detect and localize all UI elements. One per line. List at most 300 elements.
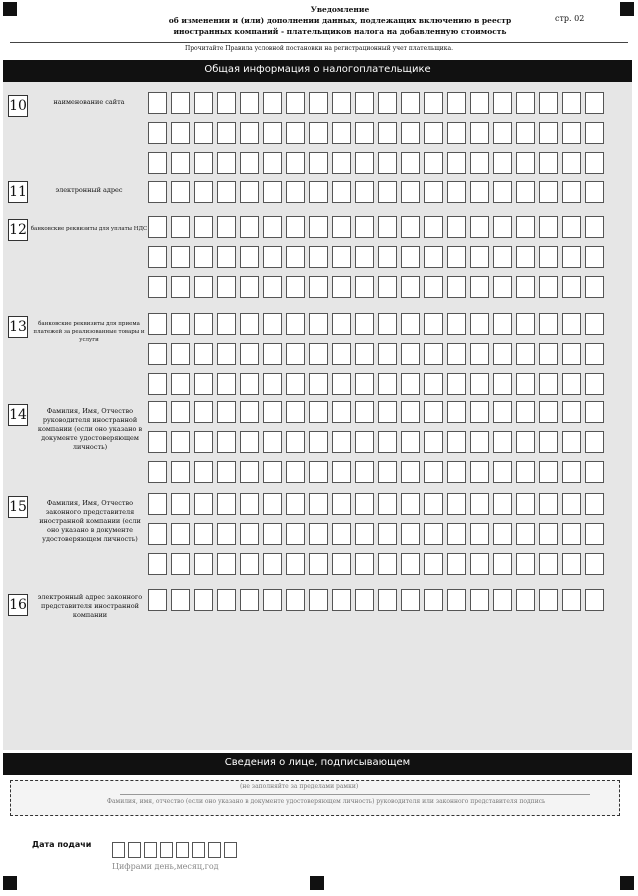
char-cell[interactable] xyxy=(240,431,259,453)
grid-director-name[interactable] xyxy=(148,401,604,483)
char-cell[interactable] xyxy=(286,313,305,335)
char-cell[interactable] xyxy=(516,431,535,453)
char-cell[interactable] xyxy=(424,276,443,298)
char-cell[interactable] xyxy=(516,216,535,238)
char-cell[interactable] xyxy=(148,343,167,365)
char-cell[interactable] xyxy=(148,276,167,298)
char-cell[interactable] xyxy=(401,493,420,515)
char-cell[interactable] xyxy=(470,313,489,335)
char-cell[interactable] xyxy=(493,343,512,365)
char-cell[interactable] xyxy=(263,553,282,575)
char-cell[interactable] xyxy=(286,92,305,114)
char-cell[interactable] xyxy=(263,523,282,545)
char-cell[interactable] xyxy=(286,276,305,298)
char-cell[interactable] xyxy=(194,461,213,483)
char-cell[interactable] xyxy=(539,373,558,395)
char-cell[interactable] xyxy=(539,313,558,335)
char-cell[interactable] xyxy=(355,461,374,483)
char-cell[interactable] xyxy=(332,122,351,144)
char-cell[interactable] xyxy=(585,461,604,483)
char-cell[interactable] xyxy=(539,152,558,174)
char-cell[interactable] xyxy=(148,373,167,395)
char-cell[interactable] xyxy=(447,216,466,238)
char-cell[interactable] xyxy=(447,493,466,515)
char-cell[interactable] xyxy=(309,181,328,203)
char-cell[interactable] xyxy=(493,122,512,144)
grid-representative-name[interactable] xyxy=(148,493,604,575)
char-cell[interactable] xyxy=(171,276,190,298)
char-cell[interactable] xyxy=(263,181,282,203)
char-cell[interactable] xyxy=(148,589,167,611)
char-cell[interactable] xyxy=(562,181,581,203)
char-cell[interactable] xyxy=(194,553,213,575)
char-cell[interactable] xyxy=(516,276,535,298)
char-cell[interactable] xyxy=(240,589,259,611)
char-cell[interactable] xyxy=(585,181,604,203)
char-cell[interactable] xyxy=(263,401,282,423)
char-cell[interactable] xyxy=(217,246,236,268)
char-cell[interactable] xyxy=(217,216,236,238)
char-cell[interactable] xyxy=(401,216,420,238)
date-digit-cell[interactable] xyxy=(224,842,237,858)
char-cell[interactable] xyxy=(309,152,328,174)
char-cell[interactable] xyxy=(493,152,512,174)
char-cell[interactable] xyxy=(516,343,535,365)
char-cell[interactable] xyxy=(240,246,259,268)
char-cell[interactable] xyxy=(424,373,443,395)
char-cell[interactable] xyxy=(263,216,282,238)
date-digit-cell[interactable] xyxy=(160,842,173,858)
char-cell[interactable] xyxy=(516,152,535,174)
char-cell[interactable] xyxy=(332,431,351,453)
char-cell[interactable] xyxy=(493,589,512,611)
char-cell[interactable] xyxy=(355,431,374,453)
char-cell[interactable] xyxy=(378,216,397,238)
char-cell[interactable] xyxy=(332,313,351,335)
char-cell[interactable] xyxy=(424,152,443,174)
char-cell[interactable] xyxy=(171,589,190,611)
char-cell[interactable] xyxy=(424,401,443,423)
char-cell[interactable] xyxy=(447,589,466,611)
char-cell[interactable] xyxy=(493,373,512,395)
char-cell[interactable] xyxy=(470,493,489,515)
char-cell[interactable] xyxy=(562,401,581,423)
char-cell[interactable] xyxy=(562,553,581,575)
char-cell[interactable] xyxy=(378,553,397,575)
char-cell[interactable] xyxy=(217,276,236,298)
char-cell[interactable] xyxy=(332,246,351,268)
char-cell[interactable] xyxy=(516,401,535,423)
char-cell[interactable] xyxy=(378,493,397,515)
char-cell[interactable] xyxy=(447,122,466,144)
char-cell[interactable] xyxy=(309,431,328,453)
char-cell[interactable] xyxy=(171,343,190,365)
char-cell[interactable] xyxy=(263,373,282,395)
char-cell[interactable] xyxy=(378,461,397,483)
char-cell[interactable] xyxy=(355,589,374,611)
char-cell[interactable] xyxy=(286,461,305,483)
char-cell[interactable] xyxy=(562,313,581,335)
char-cell[interactable] xyxy=(539,431,558,453)
char-cell[interactable] xyxy=(309,401,328,423)
char-cell[interactable] xyxy=(378,589,397,611)
char-cell[interactable] xyxy=(148,461,167,483)
char-cell[interactable] xyxy=(585,313,604,335)
char-cell[interactable] xyxy=(309,313,328,335)
char-cell[interactable] xyxy=(171,152,190,174)
char-cell[interactable] xyxy=(470,92,489,114)
char-cell[interactable] xyxy=(378,92,397,114)
char-cell[interactable] xyxy=(194,431,213,453)
char-cell[interactable] xyxy=(401,276,420,298)
char-cell[interactable] xyxy=(286,246,305,268)
char-cell[interactable] xyxy=(378,276,397,298)
grid-representative-email[interactable] xyxy=(148,589,604,611)
char-cell[interactable] xyxy=(332,401,351,423)
char-cell[interactable] xyxy=(286,122,305,144)
char-cell[interactable] xyxy=(171,553,190,575)
char-cell[interactable] xyxy=(263,343,282,365)
char-cell[interactable] xyxy=(309,589,328,611)
char-cell[interactable] xyxy=(562,461,581,483)
char-cell[interactable] xyxy=(332,152,351,174)
char-cell[interactable] xyxy=(378,401,397,423)
char-cell[interactable] xyxy=(516,493,535,515)
char-cell[interactable] xyxy=(240,216,259,238)
char-cell[interactable] xyxy=(493,401,512,423)
char-cell[interactable] xyxy=(194,92,213,114)
char-cell[interactable] xyxy=(424,313,443,335)
char-cell[interactable] xyxy=(194,152,213,174)
char-cell[interactable] xyxy=(562,431,581,453)
char-cell[interactable] xyxy=(585,276,604,298)
char-cell[interactable] xyxy=(424,122,443,144)
char-cell[interactable] xyxy=(539,523,558,545)
char-cell[interactable] xyxy=(171,373,190,395)
char-cell[interactable] xyxy=(470,343,489,365)
char-cell[interactable] xyxy=(378,523,397,545)
char-cell[interactable] xyxy=(562,122,581,144)
char-cell[interactable] xyxy=(286,523,305,545)
char-cell[interactable] xyxy=(171,122,190,144)
char-cell[interactable] xyxy=(470,431,489,453)
grid-vat-bank-details[interactable] xyxy=(148,216,604,298)
char-cell[interactable] xyxy=(217,461,236,483)
char-cell[interactable] xyxy=(447,276,466,298)
char-cell[interactable] xyxy=(516,122,535,144)
char-cell[interactable] xyxy=(585,152,604,174)
char-cell[interactable] xyxy=(355,122,374,144)
char-cell[interactable] xyxy=(447,92,466,114)
char-cell[interactable] xyxy=(355,523,374,545)
char-cell[interactable] xyxy=(332,181,351,203)
char-cell[interactable] xyxy=(493,92,512,114)
char-cell[interactable] xyxy=(539,216,558,238)
char-cell[interactable] xyxy=(263,431,282,453)
char-cell[interactable] xyxy=(240,373,259,395)
char-cell[interactable] xyxy=(424,181,443,203)
char-cell[interactable] xyxy=(194,313,213,335)
char-cell[interactable] xyxy=(309,493,328,515)
char-cell[interactable] xyxy=(539,553,558,575)
char-cell[interactable] xyxy=(401,523,420,545)
char-cell[interactable] xyxy=(286,401,305,423)
char-cell[interactable] xyxy=(240,181,259,203)
char-cell[interactable] xyxy=(309,553,328,575)
char-cell[interactable] xyxy=(217,431,236,453)
char-cell[interactable] xyxy=(447,553,466,575)
char-cell[interactable] xyxy=(217,373,236,395)
char-cell[interactable] xyxy=(585,493,604,515)
char-cell[interactable] xyxy=(378,246,397,268)
char-cell[interactable] xyxy=(562,92,581,114)
char-cell[interactable] xyxy=(194,246,213,268)
char-cell[interactable] xyxy=(194,589,213,611)
char-cell[interactable] xyxy=(401,122,420,144)
char-cell[interactable] xyxy=(217,122,236,144)
char-cell[interactable] xyxy=(493,493,512,515)
char-cell[interactable] xyxy=(447,246,466,268)
char-cell[interactable] xyxy=(355,553,374,575)
char-cell[interactable] xyxy=(309,343,328,365)
char-cell[interactable] xyxy=(401,246,420,268)
char-cell[interactable] xyxy=(516,523,535,545)
char-cell[interactable] xyxy=(332,493,351,515)
char-cell[interactable] xyxy=(516,461,535,483)
char-cell[interactable] xyxy=(470,373,489,395)
date-digit-cell[interactable] xyxy=(128,842,141,858)
char-cell[interactable] xyxy=(493,523,512,545)
char-cell[interactable] xyxy=(240,553,259,575)
char-cell[interactable] xyxy=(263,313,282,335)
char-cell[interactable] xyxy=(309,122,328,144)
char-cell[interactable] xyxy=(401,401,420,423)
char-cell[interactable] xyxy=(447,152,466,174)
char-cell[interactable] xyxy=(263,122,282,144)
char-cell[interactable] xyxy=(378,431,397,453)
char-cell[interactable] xyxy=(447,343,466,365)
char-cell[interactable] xyxy=(355,343,374,365)
char-cell[interactable] xyxy=(286,373,305,395)
char-cell[interactable] xyxy=(470,122,489,144)
char-cell[interactable] xyxy=(493,181,512,203)
char-cell[interactable] xyxy=(585,589,604,611)
char-cell[interactable] xyxy=(332,343,351,365)
char-cell[interactable] xyxy=(470,246,489,268)
char-cell[interactable] xyxy=(585,246,604,268)
char-cell[interactable] xyxy=(148,401,167,423)
char-cell[interactable] xyxy=(585,523,604,545)
char-cell[interactable] xyxy=(286,152,305,174)
char-cell[interactable] xyxy=(424,589,443,611)
char-cell[interactable] xyxy=(562,523,581,545)
char-cell[interactable] xyxy=(424,493,443,515)
char-cell[interactable] xyxy=(309,461,328,483)
char-cell[interactable] xyxy=(217,181,236,203)
char-cell[interactable] xyxy=(562,493,581,515)
date-digit-cell[interactable] xyxy=(208,842,221,858)
char-cell[interactable] xyxy=(148,122,167,144)
submission-date-cells[interactable] xyxy=(112,842,237,858)
char-cell[interactable] xyxy=(240,152,259,174)
char-cell[interactable] xyxy=(539,246,558,268)
char-cell[interactable] xyxy=(401,343,420,365)
char-cell[interactable] xyxy=(378,313,397,335)
char-cell[interactable] xyxy=(171,431,190,453)
char-cell[interactable] xyxy=(401,461,420,483)
char-cell[interactable] xyxy=(217,152,236,174)
char-cell[interactable] xyxy=(424,523,443,545)
char-cell[interactable] xyxy=(562,589,581,611)
char-cell[interactable] xyxy=(263,493,282,515)
char-cell[interactable] xyxy=(470,401,489,423)
char-cell[interactable] xyxy=(562,343,581,365)
char-cell[interactable] xyxy=(470,276,489,298)
char-cell[interactable] xyxy=(194,276,213,298)
char-cell[interactable] xyxy=(539,343,558,365)
char-cell[interactable] xyxy=(355,152,374,174)
char-cell[interactable] xyxy=(585,373,604,395)
char-cell[interactable] xyxy=(585,401,604,423)
char-cell[interactable] xyxy=(286,343,305,365)
char-cell[interactable] xyxy=(309,276,328,298)
char-cell[interactable] xyxy=(171,216,190,238)
char-cell[interactable] xyxy=(447,181,466,203)
char-cell[interactable] xyxy=(424,431,443,453)
char-cell[interactable] xyxy=(240,523,259,545)
char-cell[interactable] xyxy=(516,553,535,575)
char-cell[interactable] xyxy=(171,523,190,545)
char-cell[interactable] xyxy=(332,92,351,114)
char-cell[interactable] xyxy=(263,92,282,114)
char-cell[interactable] xyxy=(263,152,282,174)
char-cell[interactable] xyxy=(585,216,604,238)
char-cell[interactable] xyxy=(332,216,351,238)
char-cell[interactable] xyxy=(378,373,397,395)
char-cell[interactable] xyxy=(447,401,466,423)
char-cell[interactable] xyxy=(378,122,397,144)
char-cell[interactable] xyxy=(539,493,558,515)
char-cell[interactable] xyxy=(171,246,190,268)
char-cell[interactable] xyxy=(378,181,397,203)
char-cell[interactable] xyxy=(263,461,282,483)
char-cell[interactable] xyxy=(355,276,374,298)
grid-payment-bank-details[interactable] xyxy=(148,313,604,395)
char-cell[interactable] xyxy=(194,122,213,144)
char-cell[interactable] xyxy=(148,216,167,238)
char-cell[interactable] xyxy=(585,122,604,144)
char-cell[interactable] xyxy=(194,343,213,365)
char-cell[interactable] xyxy=(562,152,581,174)
char-cell[interactable] xyxy=(309,92,328,114)
char-cell[interactable] xyxy=(493,276,512,298)
char-cell[interactable] xyxy=(401,373,420,395)
char-cell[interactable] xyxy=(171,401,190,423)
char-cell[interactable] xyxy=(263,246,282,268)
char-cell[interactable] xyxy=(217,553,236,575)
grid-site-name[interactable] xyxy=(148,92,604,174)
char-cell[interactable] xyxy=(148,92,167,114)
char-cell[interactable] xyxy=(585,343,604,365)
char-cell[interactable] xyxy=(355,181,374,203)
char-cell[interactable] xyxy=(493,461,512,483)
char-cell[interactable] xyxy=(355,373,374,395)
char-cell[interactable] xyxy=(355,246,374,268)
char-cell[interactable] xyxy=(470,523,489,545)
char-cell[interactable] xyxy=(332,553,351,575)
char-cell[interactable] xyxy=(240,343,259,365)
char-cell[interactable] xyxy=(240,493,259,515)
char-cell[interactable] xyxy=(516,92,535,114)
char-cell[interactable] xyxy=(171,181,190,203)
char-cell[interactable] xyxy=(171,313,190,335)
char-cell[interactable] xyxy=(194,523,213,545)
char-cell[interactable] xyxy=(217,523,236,545)
char-cell[interactable] xyxy=(286,431,305,453)
char-cell[interactable] xyxy=(240,461,259,483)
char-cell[interactable] xyxy=(562,246,581,268)
char-cell[interactable] xyxy=(516,246,535,268)
char-cell[interactable] xyxy=(470,181,489,203)
char-cell[interactable] xyxy=(355,313,374,335)
char-cell[interactable] xyxy=(516,589,535,611)
char-cell[interactable] xyxy=(171,92,190,114)
char-cell[interactable] xyxy=(470,461,489,483)
char-cell[interactable] xyxy=(447,523,466,545)
grid-email[interactable] xyxy=(148,181,604,203)
char-cell[interactable] xyxy=(470,589,489,611)
char-cell[interactable] xyxy=(424,343,443,365)
char-cell[interactable] xyxy=(493,431,512,453)
char-cell[interactable] xyxy=(309,523,328,545)
char-cell[interactable] xyxy=(194,401,213,423)
char-cell[interactable] xyxy=(263,276,282,298)
char-cell[interactable] xyxy=(447,461,466,483)
char-cell[interactable] xyxy=(493,246,512,268)
char-cell[interactable] xyxy=(355,493,374,515)
char-cell[interactable] xyxy=(470,152,489,174)
char-cell[interactable] xyxy=(148,493,167,515)
char-cell[interactable] xyxy=(217,589,236,611)
char-cell[interactable] xyxy=(148,313,167,335)
date-digit-cell[interactable] xyxy=(192,842,205,858)
char-cell[interactable] xyxy=(424,216,443,238)
char-cell[interactable] xyxy=(286,181,305,203)
char-cell[interactable] xyxy=(263,589,282,611)
char-cell[interactable] xyxy=(493,553,512,575)
char-cell[interactable] xyxy=(148,246,167,268)
char-cell[interactable] xyxy=(493,313,512,335)
char-cell[interactable] xyxy=(148,181,167,203)
char-cell[interactable] xyxy=(539,461,558,483)
char-cell[interactable] xyxy=(401,589,420,611)
char-cell[interactable] xyxy=(194,493,213,515)
char-cell[interactable] xyxy=(332,461,351,483)
date-digit-cell[interactable] xyxy=(144,842,157,858)
char-cell[interactable] xyxy=(217,343,236,365)
char-cell[interactable] xyxy=(562,216,581,238)
char-cell[interactable] xyxy=(539,589,558,611)
char-cell[interactable] xyxy=(240,92,259,114)
char-cell[interactable] xyxy=(148,553,167,575)
char-cell[interactable] xyxy=(562,373,581,395)
char-cell[interactable] xyxy=(286,216,305,238)
char-cell[interactable] xyxy=(194,181,213,203)
char-cell[interactable] xyxy=(309,246,328,268)
char-cell[interactable] xyxy=(585,553,604,575)
char-cell[interactable] xyxy=(470,553,489,575)
char-cell[interactable] xyxy=(217,92,236,114)
